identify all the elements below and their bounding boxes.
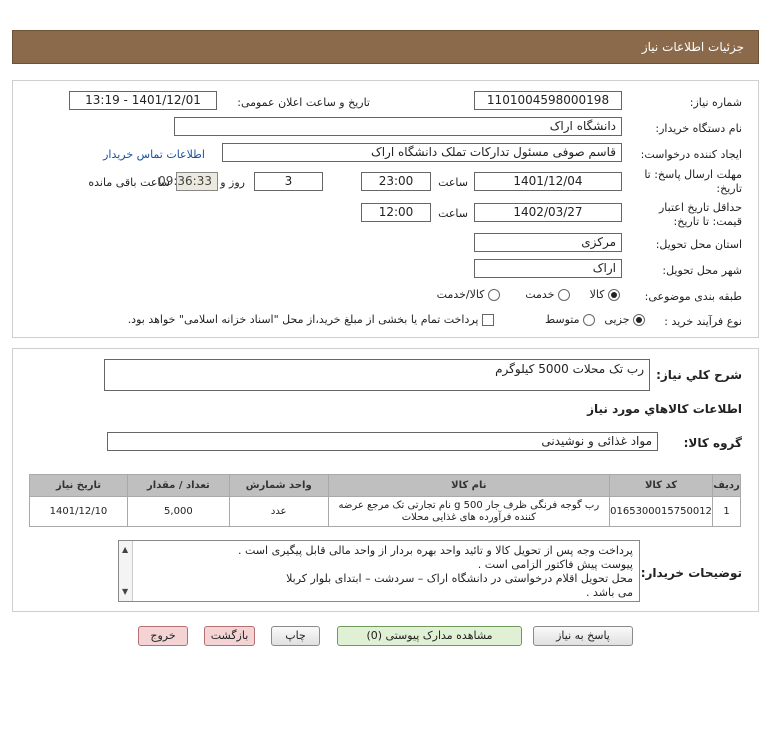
cell-row: 1: [713, 497, 741, 527]
process-option-minor[interactable]: جزیی: [604, 313, 645, 326]
col-header-name: نام کالا: [328, 475, 609, 497]
notes-label: توضیحات خریدار:: [640, 566, 742, 580]
validity-time-label: ساعت: [438, 207, 468, 220]
radio-selected-icon: [633, 314, 645, 326]
announce-label: تاریخ و ساعت اعلان عمومی:: [237, 96, 370, 109]
category-option-goods[interactable]: کالا: [590, 288, 620, 301]
col-header-code: کد کالا: [610, 475, 713, 497]
deadline-time-field: 23:00: [361, 172, 431, 191]
radio-icon: [558, 289, 570, 301]
deadline-label-2: تاریخ:: [716, 182, 742, 195]
col-header-qty: تعداد / مقدار: [127, 475, 229, 497]
process-option-medium[interactable]: متوسط: [545, 313, 595, 326]
back-button[interactable]: بازگشت: [204, 626, 255, 646]
announce-field: 1401/12/01 - 13:19: [69, 91, 217, 110]
reply-button[interactable]: پاسخ به نیاز: [533, 626, 633, 646]
attachments-button[interactable]: مشاهده مدارک پیوستی (0): [337, 626, 522, 646]
deadline-label: مهلت ارسال پاسخ: تا: [644, 168, 742, 181]
goods-table: [29, 474, 741, 527]
deadline-date-field: 1401/12/04: [474, 172, 622, 191]
col-header-unit: واحد شمارش: [229, 475, 328, 497]
process-label: نوع فرآیند خرید :: [664, 315, 742, 328]
buyer-org-field: دانشگاه اراک: [174, 117, 622, 136]
table-row: [30, 497, 741, 527]
days-field: 3: [254, 172, 323, 191]
category-option-service[interactable]: خدمت: [525, 288, 570, 301]
page-header: [12, 30, 759, 64]
notes-line: پرداخت وجه پس از تحویل کالا و تائید واحد بهره بردار از واحد مالی قابل پیگیری است .: [238, 544, 633, 557]
cell-date: 1401/12/10: [30, 497, 128, 527]
validity-date-field: 1402/03/27: [474, 203, 622, 222]
checkbox-icon: [482, 314, 494, 326]
cell-code: 0165300015750012: [610, 497, 713, 527]
category-option-goods-service[interactable]: کالا/خدمت: [437, 288, 500, 301]
creator-field: قاسم صوفی مسئول تدارکات تملک دانشگاه اراک: [222, 143, 622, 162]
contact-buyer-link[interactable]: اطلاعات تماس خریدار: [103, 148, 205, 161]
notes-field[interactable]: [118, 540, 640, 602]
col-header-row: ردیف: [713, 475, 741, 497]
notes-line: می باشد .: [586, 586, 633, 599]
need-no-field: 1101004598000198: [474, 91, 622, 110]
province-label: استان محل تحویل:: [655, 238, 742, 251]
scroll-up-icon[interactable]: ▲: [122, 545, 129, 554]
cell-unit: عدد: [229, 497, 328, 527]
notes-line: محل تحویل اقلام درخواستی در دانشگاه اراک – سردشت – ابتدای بلوار کربلا: [286, 572, 633, 585]
buyer-org-label: نام دستگاه خریدار:: [655, 122, 742, 135]
city-field: اراک: [474, 259, 622, 278]
radio-icon: [488, 289, 500, 301]
scroll-down-icon[interactable]: ▼: [122, 587, 129, 596]
need-no-label: شماره نیاز:: [689, 96, 742, 109]
notes-line: پیوست پیش فاکتور الزامی است .: [477, 558, 633, 571]
validity-label-2: قیمت: تا تاریخ:: [673, 215, 742, 228]
col-header-date: تاریخ نیاز: [30, 475, 128, 497]
radio-selected-icon: [608, 289, 620, 301]
province-field: مرکزی: [474, 233, 622, 252]
desc-field: رب تک محلات 5000 کیلوگرم: [104, 359, 650, 391]
page-title: جزئیات اطلاعات نیاز: [641, 40, 744, 54]
remaining-label: ساعت باقی مانده: [88, 176, 170, 189]
goods-info-title: اطلاعات کالاهاي مورد نياز: [587, 402, 742, 416]
creator-label: ایجاد کننده درخواست:: [640, 148, 742, 161]
group-label: گروه کالا:: [683, 436, 742, 450]
radio-icon: [583, 314, 595, 326]
cell-qty: 5,000: [127, 497, 229, 527]
group-field: مواد غذائی و نوشیدنی: [107, 432, 658, 451]
exit-button[interactable]: خروج: [138, 626, 188, 646]
validity-time-field: 12:00: [361, 203, 431, 222]
cell-name: رب گوجه فرنگی ظرف جار 500 g نام تجارتی تک مرجع عرضه کننده فرآورده های غذایی محلات: [328, 497, 609, 527]
payment-checkbox[interactable]: پرداخت تمام یا بخشی از مبلغ خرید،از محل "اسناد خزانه اسلامی" خواهد بود.: [128, 313, 494, 326]
deadline-time-label: ساعت: [438, 176, 468, 189]
days-label: روز و: [220, 176, 245, 189]
city-label: شهر محل تحویل:: [662, 264, 742, 277]
desc-label: شرح کلي نياز:: [656, 368, 742, 382]
print-button[interactable]: چاپ: [271, 626, 320, 646]
category-label: طبقه بندی موضوعی:: [644, 290, 742, 303]
validity-label: حداقل تاریخ اعتبار: [658, 201, 742, 214]
remaining-time-field: 09:36:33: [176, 172, 218, 191]
notes-scrollbar[interactable]: [119, 541, 133, 601]
